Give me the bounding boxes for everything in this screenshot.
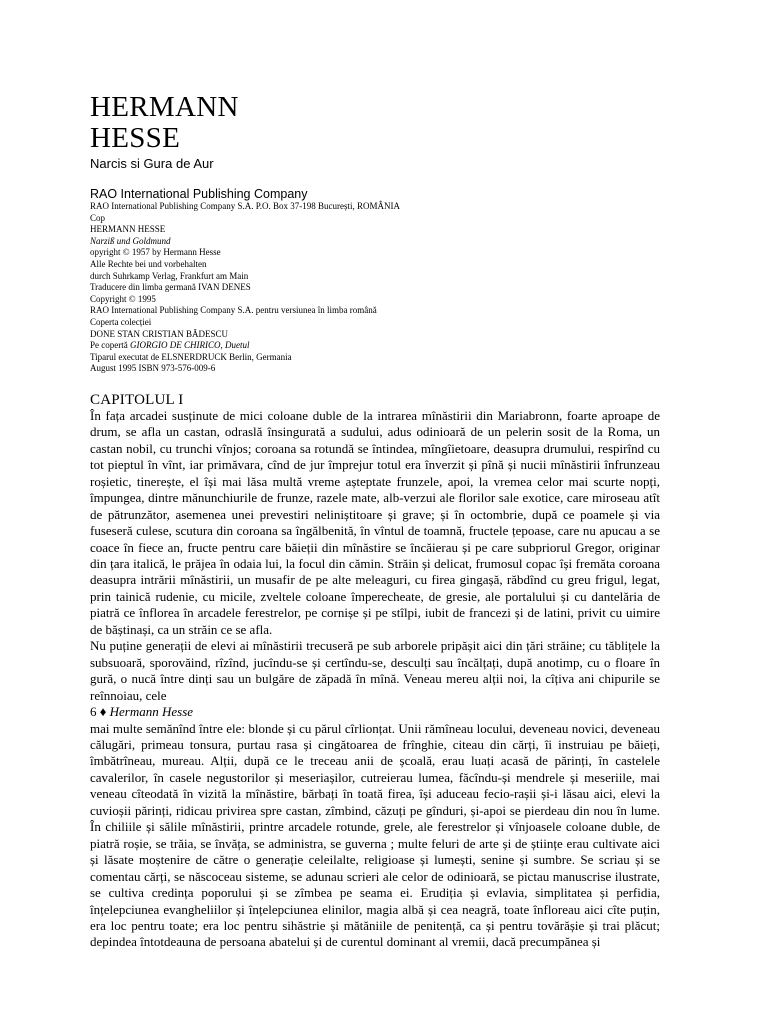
publisher-heading: RAO International Publishing Company: [90, 187, 308, 201]
book-title: Narcis si Gura de Aur: [90, 156, 214, 171]
page-number: 6: [90, 704, 97, 720]
author-name: [90, 92, 660, 154]
paragraph: Nu puține generații de elevi ai mînăstirii trecuseră pe sub arborele pripășit aici din țări străine; cu tăblițele la subsuoară, sporovăind, rîzînd, jucîndu-se și certîndu-se, desculți sau încălțați, după anotimp, cu o floare în gură, o nucă între dinți sau un bulgăre de zăpadă în mînă. Veneau mereu alții noi, la cîțiva ani chipurile se reînnoiau, cele: [90, 638, 660, 703]
paragraph-continuation: mai multe semănînd între ele: blonde și cu părul cîrlionțat. Unii rămîneau locului, deveneau novici, deveneau călugări, primeau tonsura, purtau rasa și cingătoarea de frînghie, citeau din cărți, îi instruiau pe băieți, îmbătrîneau, mureau. Alții, după ce le treceau anii de școală, erau luați acasă de părinți, în castelele cavalerilor, în casele negustorilor și meseriașilor, cutreierau lumea, făcîndu-și mendrele și meseriile, mai veneau cîteodată în vizită la mînăstire, bărbați în toată firea, își aduceau fecio-rașii și-i lăsau aici, elevi la cuvioșii părinți, ridicau privirea spre castan, zîmbind, căzuți pe gînduri, și-apoi se pierdeau din nou în lume. În chiliile și sălile mînăstirii, printre arcadele rotunde, grele, ale ferestrelor și vînjoasele coloane duble, de piatră roșie, se trăia, se învăța, se administra, se guverna ; multe feluri de arte și de științe erau cultivate aici și lăsate moștenire de către o generație celeilalte, religioase și lumești, senine și sumbre. Se scriau și se comentau cărți, se născoceau sisteme, se adunau scrieri ale celor de odinioară, se pictau manuscrise ilustrate, se cultiva credința poporului și se zîmbea pe seama ei. Erudiția și evlavia, simplitatea și perfidia, înțelepciunea evangheliilor și înțelepciunea elinilor, magia albă și cea neagră, toate înfloreau aici cîte puțin, era loc pentru toate; era loc pentru sihăstrie și mătăniile de penitență, ca și pentru tovărășie și trai plăcut; depindea întotdeauna de persoana abatelui și de curentul dominant al vremii, dacă precumpănea și: [90, 720, 660, 950]
author-first-name: HERMANN: [90, 91, 239, 123]
chapter-body: [90, 408, 660, 951]
document-page: [90, 92, 660, 951]
author-last-name: HESSE: [90, 122, 181, 154]
credits-block: [90, 201, 660, 375]
credit-line: durch Suhrkamp Verlag, Frankfurt am Main: [90, 270, 249, 281]
credit-line: opyright © 1957 by Hermann Hesse: [90, 247, 221, 258]
credit-line: Tiparul executat de ELSNERDRUCK Berlin, Germania: [90, 351, 292, 362]
running-header: [90, 704, 660, 720]
credit-line-original-title: Narziß und Goldmund: [90, 235, 171, 246]
chapter-title: CAPITOLUL I: [90, 391, 184, 408]
credit-line: August 1995 ISBN 973-576-009-6: [90, 363, 216, 374]
running-title: Hermann Hesse: [109, 704, 194, 720]
credit-line-cover: [90, 340, 660, 352]
credit-line: Coperta colecției: [90, 316, 152, 327]
ornament-separator: ♦: [99, 704, 107, 720]
credit-line: Traducere din limba germană IVAN DENES: [90, 282, 251, 293]
cover-artwork: GIORGIO DE CHIRICO, Duetul: [129, 340, 250, 351]
credit-line: RAO International Publishing Company S.A. pentru versiunea în limba română: [90, 305, 377, 316]
cover-prefix: Pe copertă: [90, 340, 130, 351]
paragraph: În fața arcadei susținute de mici coloane duble de la intrarea mînăstirii din Mariabronn, foarte aproape de drum, se afla un castan, odraslă însingurată a sudului, adus odinioară de un pelerin sosit de la Roma, un castan nobil, cu trunchi vînjos; coroana sa rotundă se întindea, mîngîietoare, deasupra drumului, respirînd cu tot pieptul în vînt, iar primăvara, cînd de jur împrejur totul era înverzit și pînă și nucii mînăstirii înfrunzeau roșietic, tinerește, el își mai lăsa multă vreme așteptate frunzele, apoi, la vremea celor mai scurte nopți, împungea, dintre mănunchiurile de frunze, razele mate, alb-verzui ale florilor sale exotice, care miroseau atît de pătrunzător, asemenea unei prevestiri neliniștitoare și grave; și în octombrie, după ce poamele și via fuseseră culese, scutura din coroana sa îngălbenită, în vîntul de toamnă, fructele țepoase, care nu apucau a se coace în fiece an, fructe pentru care băieții din mînăstire se încăierau și pe care subpriorul Gregor, originar din țara italică, le prăjea în odaia lui, la focul din cămin. Străin și delicat, frumosul copac își fremăta coroana deasupra intrării mînăstirii, un musafir de pe alte meleaguri, cu firea gingașă, răbdînd cu greu frigul, legat, prin tainică rudenie, cu micile, zveltele coloane împerecheate, de gresie, ale portalului și cu dantelăria de piatră ce înflorea în arcadele ferestrelor, pe cornișe și pe stîlpi, iubit de francezi și de latini, privit cu uimire de băștinași, ca un străin ce se afla.: [90, 407, 660, 637]
credit-line: HERMANN HESSE: [90, 224, 166, 235]
credit-line: DONE STAN CRISTIAN BĂDESCU: [90, 328, 229, 339]
credit-line: RAO International Publishing Company S.A. P.O. Box 37-198 București, ROMÂNIA: [90, 201, 400, 211]
credit-line: Cop: [90, 212, 106, 223]
credit-line: Copyright © 1995: [90, 293, 156, 304]
credit-line: Alle Rechte bei und vorbehalten: [90, 258, 207, 269]
